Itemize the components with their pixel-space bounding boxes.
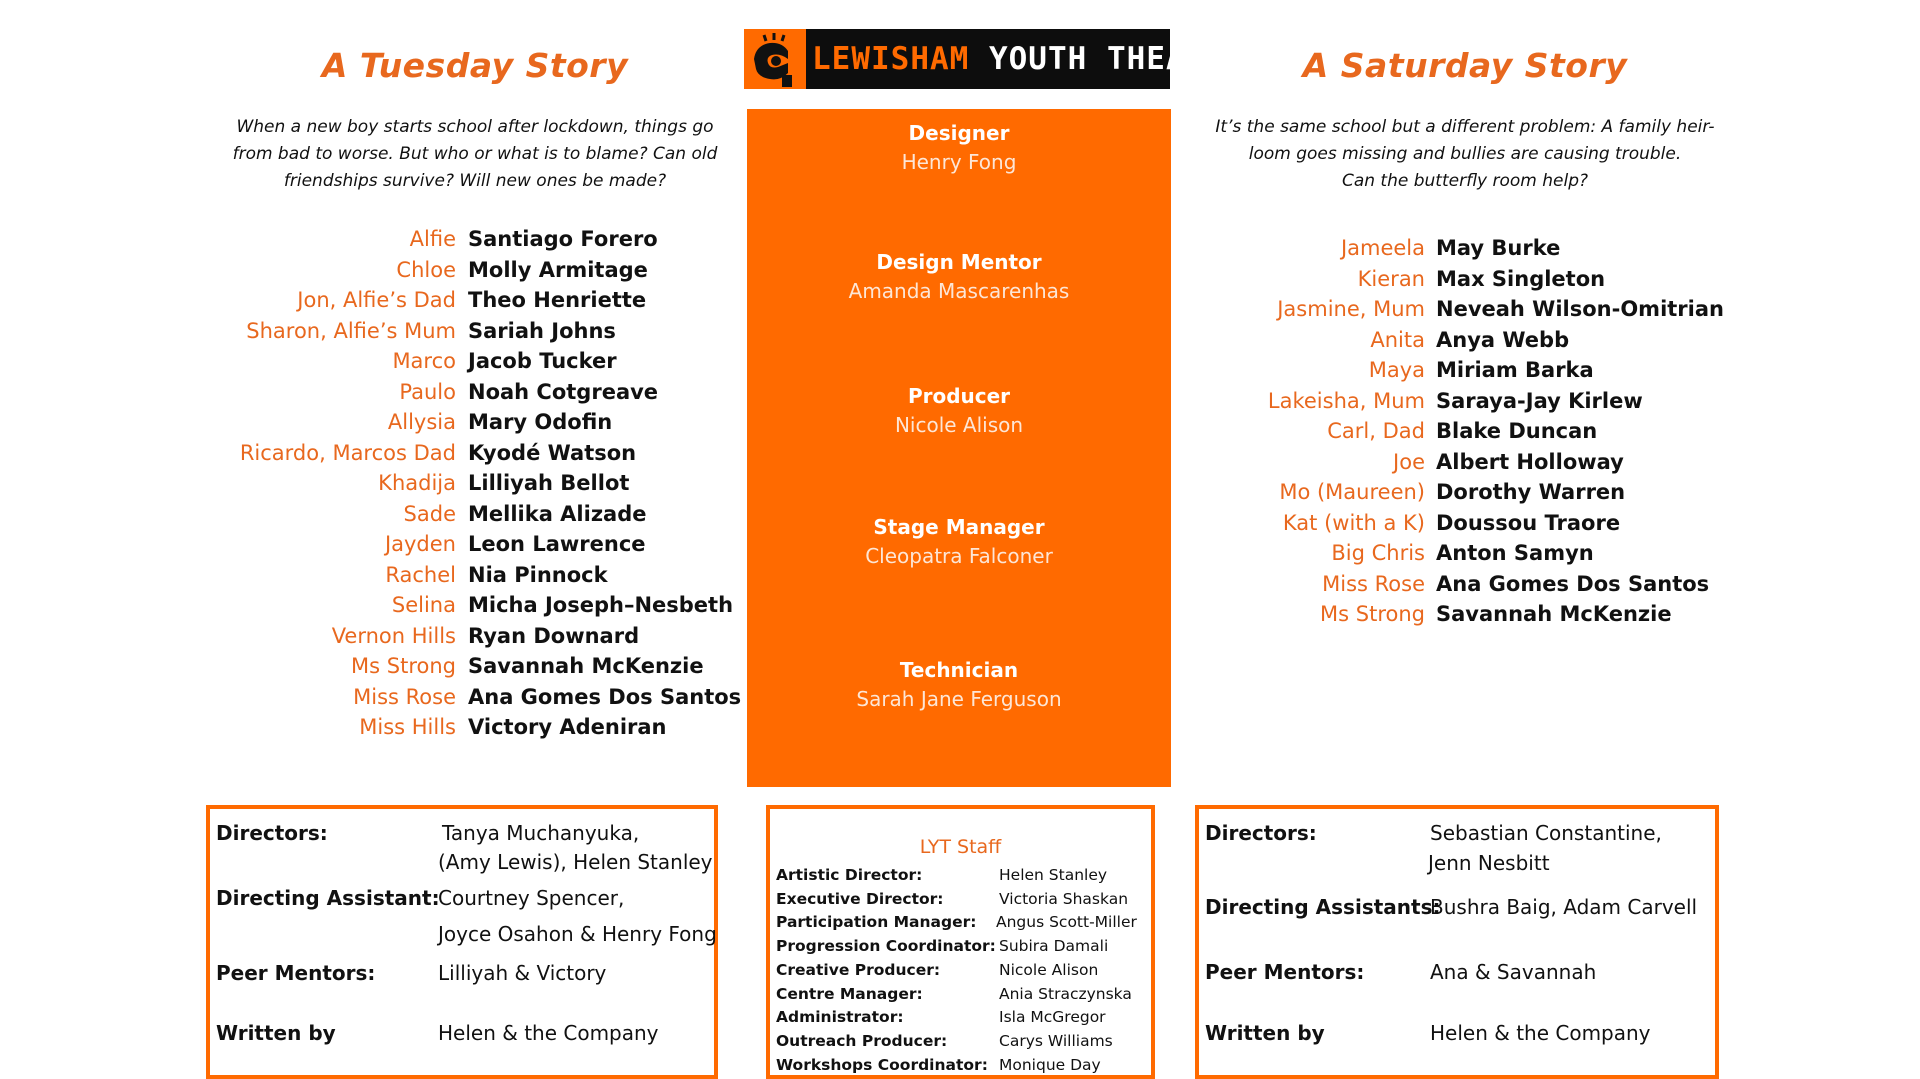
directors-label: Directors: [216,821,328,845]
cast-actor: Lilliyah Bellot [468,471,630,495]
cast-role: Selina [391,593,456,617]
staff-name: Angus Scott-Miller [996,913,1137,932]
cast-role: Jasmine, Mum [1277,297,1425,321]
cast-row [0,386,1643,416]
blurb-line: When a new boy starts school after lockdown, things go [236,117,714,137]
cast-role: Kat (with a K) [1282,510,1425,535]
written-by-value: Helen & the Company [1430,1021,1651,1045]
cast-role: Ricardo, Marcos Dad [239,440,456,465]
cast-actor: Victory Adeniran [468,715,667,739]
saturday-story-title: A Saturday Story [1302,46,1628,85]
cast-actor: Neveah Wilson-Omitrian [1436,297,1724,321]
directors-label: Directors: [1205,821,1317,845]
cast-row [0,538,1594,568]
peer-mentors-value: Lilliyah & Victory [438,961,607,985]
cast-row [0,416,1598,446]
crew-item [747,119,1171,177]
staff-role: Progression Coordinator: [776,937,996,956]
staff-role: Artistic Director: [776,866,923,884]
staff-role: Outreach Producer: [776,1031,948,1050]
cast-row [0,264,1606,294]
staff-role: Administrator: [776,1008,904,1027]
logo-wordmark [812,29,1245,89]
cast-role: Maya [1368,358,1425,382]
staff-role: Centre Manager: [776,984,923,1003]
cast-actor: Ana Gomes Dos Santos [1436,571,1710,596]
cast-actor: Albert Holloway [1436,449,1624,474]
cast-role: Alfie [409,227,456,251]
staff-row [776,959,1146,982]
peer-mentors-value: Ana & Savannah [1430,960,1597,984]
peer-mentors-label: Peer Mentors: [216,961,376,985]
cast-actor: Anton Samyn [1436,541,1594,565]
cast-role: Sharon, Alfie’s Mum [246,318,456,343]
written-by-value: Helen & the Company [438,1021,659,1045]
cast-role: Jayden [384,532,456,556]
staff-row [776,911,1146,934]
cast-actor: Dorothy Warren [1436,480,1626,504]
cast-row [0,682,742,712]
cast-actor: Savannah McKenzie [1436,602,1672,626]
written-by-label: Written by [1205,1021,1325,1045]
tuesday-story-title: A Tuesday Story [321,46,629,85]
cast-actor: Leon Lawrence [468,532,646,556]
cast-actor: Santiago Forero [468,227,658,251]
directing-assistants-label: Directing Assistants: [1205,895,1441,919]
cast-row [0,712,667,742]
cast-role: Khadija [378,471,456,495]
tuesday-credits-box [206,805,718,1079]
crew-role: Design Mentor [876,250,1042,274]
lyt-staff-title: LYT Staff [919,836,1002,858]
staff-name: Nicole Alison [999,960,1099,979]
directors-value: (Amy Lewis), Helen Stanley [438,850,713,874]
blurb-line: loom goes missing and bullies are causing trouble. [1248,144,1682,164]
staff-role: Executive Director: [776,889,944,908]
cast-role: Big Chris [1331,541,1425,565]
cast-actor: Nia Pinnock [468,562,608,587]
directors-value: Jenn Nesbitt [1428,851,1550,875]
cast-role: Miss Hills [359,715,456,739]
crew-name: Cleopatra Falconer [865,544,1053,568]
staff-name: Monique Day [999,1055,1101,1074]
cast-role: Mo (Maureen) [1279,480,1425,504]
cast-actor: Noah Cotgreave [468,379,659,404]
cast-actor: Theo Henriette [468,288,647,312]
staff-name: Subira Damali [999,937,1109,956]
staff-name: Ania Straczynska [999,984,1132,1003]
cast-role: Sade [403,501,456,526]
staff-name: Victoria Shaskan [999,889,1129,908]
directing-assistants-value: Bushra Baig, Adam Carvell [1430,895,1698,919]
crew-role: Technician [899,658,1019,682]
saturday-credits-box [1195,805,1719,1079]
cast-role: Jameela [1340,236,1425,260]
blurb-line: Can the butterfly room help? [1341,171,1589,191]
staff-role: Participation Manager: [776,913,977,932]
cast-actor: Mellika Alizade [468,501,647,526]
staff-row [776,888,1146,911]
crew-name: Amanda Mascarenhas [848,279,1070,303]
cast-role: Carl, Dad [1327,419,1425,443]
cast-actor: Jacob Tucker [468,349,617,373]
peer-mentors-label: Peer Mentors: [1205,960,1365,984]
cast-actor: Sariah Johns [468,318,616,343]
cast-role: Jon, Alfie’s Dad [297,288,456,312]
cast-actor: Micha Joseph–Nesbeth [468,593,734,617]
cast-actor: Saraya-Jay Kirlew [1436,388,1643,413]
cast-actor: Anya Webb [1436,327,1570,352]
staff-row [776,1006,1146,1029]
saturday-story-blurb [1200,114,1730,195]
logo-word-youth-theatre: YOUTH THEATRE [988,41,1245,77]
cast-row [0,651,704,681]
cast-role: Miss Rose [353,684,456,709]
cast-actor: Molly Armitage [468,257,648,282]
cast-role: Ms Strong [1320,602,1425,626]
cast-role: Marco [392,349,456,373]
cast-role: Anita [1370,327,1425,352]
cast-row [0,294,1724,324]
cast-row [0,569,1710,599]
blurb-line: from bad to worse. But who or what is to blame? Can old [232,144,718,164]
blurb-line: friendships survive? Will new ones be made? [283,171,667,191]
cast-role: Chloe [396,257,456,282]
staff-name: Helen Stanley [999,866,1108,884]
lewisham-youth-theatre-logo [744,29,1245,89]
cast-row [0,599,1672,629]
crew-item [747,656,1171,714]
staff-name: Isla McGregor [999,1008,1106,1027]
cast-actor: Blake Duncan [1436,419,1598,443]
staff-row [776,1054,1146,1077]
cast-actor: Doussou Traore [1436,510,1621,535]
cast-role: Allysia [387,410,456,434]
cast-actor: Max Singleton [1436,266,1606,291]
staff-role: Workshops Coordinator: [776,1055,988,1074]
staff-row [776,935,1146,958]
cast-role: Joe [1393,449,1425,474]
cast-actor: May Burke [1436,236,1561,260]
cast-actor: Ryan Downard [468,623,640,648]
crew-role: Stage Manager [873,515,1045,539]
crew-role: Producer [907,384,1011,408]
cast-actor: Mary Odofin [468,410,613,434]
cast-role: Vernon Hills [331,623,456,648]
cast-row [0,447,1624,477]
cast-row [0,477,1626,507]
crew-name: Henry Fong [901,150,1017,174]
staff-row [776,983,1146,1006]
cast-role: Miss Rose [1322,571,1425,596]
directing-assistant-label: Directing Assistant: [216,886,440,910]
directing-assistant-value: Joyce Osahon & Henry Fong [438,922,717,946]
staff-row [776,864,1146,887]
crew-name: Sarah Jane Ferguson [856,687,1062,711]
cast-role: Rachel [385,562,456,587]
directing-assistant-value: Courtney Spencer, [438,886,625,910]
cast-actor: Savannah McKenzie [468,654,704,678]
staff-name: Carys Williams [999,1031,1113,1050]
lyt-staff-box [766,805,1155,1079]
cast-role: Lakeisha, Mum [1267,388,1425,413]
cast-row [0,508,1621,538]
directors-value: Tanya Muchanyuka, [442,821,640,845]
cast-row [0,325,1570,355]
directors-value: Sebastian Constantine, [1430,821,1662,845]
staff-role: Creative Producer: [776,960,941,979]
cast-row [0,233,1561,263]
hand-eye-logo-icon [744,29,806,89]
cast-actor: Ana Gomes Dos Santos [468,684,742,709]
lyt-staff-list [770,864,1151,1079]
staff-row [776,1030,1146,1053]
cast-actor: Miriam Barka [1436,358,1594,382]
written-by-label: Written by [216,1021,336,1045]
tuesday-story-blurb [215,114,735,195]
cast-row [0,355,1594,385]
cast-actor: Kyodé Watson [468,440,637,465]
crew-role: Designer [908,121,1010,145]
cast-role: Ms Strong [351,654,456,678]
blurb-line: It’s the same school but a different problem: A family heir- [1215,117,1715,137]
crew-name: Nicole Alison [894,413,1024,437]
cast-role: Paulo [399,379,456,404]
logo-word-lewisham: LEWISHAM [812,41,970,77]
cast-role: Kieran [1357,266,1425,291]
